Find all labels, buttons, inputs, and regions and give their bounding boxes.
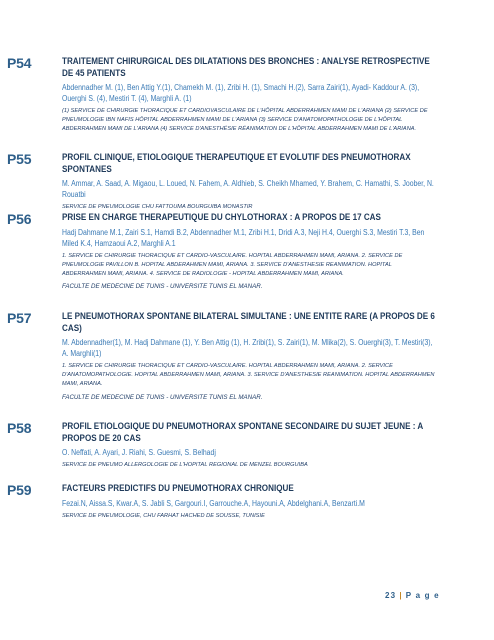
abstract-p58: [7, 420, 436, 473]
abstract-affiliations: (1) SERVICE DE CHIRURGIE THORACIQUE ET CARDIOVASCULAIRE DE L'HÔPITAL ABDERRAHMEN MAMI DE L'ARIANA (2) SERVICE DE PNEUMOLOGIE IBN NAFIS HÔPITAL ABDERRAHMEN MAMI DE L'ARIANA (3) SERVICE D'ANATOMOPATHOLOGIE DE L'HÔPITAL ABDERRAHMEN MAMI DE L'ARIANA (4) SERVICE D'ANESTHÉSIE RÉANIMATION DE L'HÔPITAL ABDERRAHMEN MAMI DE L'ARIANA.: [62, 108, 428, 133]
abstract-p57: [7, 310, 436, 402]
page-label: P a g e: [405, 591, 440, 600]
abstract-p56: [7, 211, 436, 291]
abstract-authors: M. Ammar, A. Saad, A. Migaou, L. Loued, N. Fahem, A. Aldhieb, S. Cheikh Mhamed, Y. Brahem, C. Hamathi, S. Joober, N. Rouatbi: [62, 179, 434, 199]
abstract-p54: [7, 55, 436, 138]
abstract-title: FACTEURS PREDICTIFS DU PNEUMOTHORAX CHRONIQUE: [62, 483, 294, 493]
abstract-title: PROFIL CLINIQUE, ETIOLOGIQUE THERAPEUTIQUE ET EVOLUTIF DES PNEUMOTHORAX SPONTANES: [62, 152, 411, 174]
abstract-p55: [7, 151, 436, 215]
abstract-affiliations: 1. SERVICE DE CHIRURGIE THORACIQUE ET CARDIO-VASCULAIRE. HOPITAL ABDERRAHMEN MAMI, ARIANA. 2. SERVICE DE PNEUMOLOGIE PAVILLON B. HOPITAL ABDERAHMEN MAMI, ARIANA. 3. SERVICE D'ANESTHESIE REANIMATION. HOPITAL ABDERRAHMEN MAMI, ARIANA. 4. SERVICE DE RADIOLOGIE - HOPITAL ABDERRAHMEN MAMI, ARIANA.: [62, 252, 403, 277]
abstract-affiliations: SERVICE DE PNEUMO ALLERGOLOGIE DE L'HOPITAL REGIONAL DE MENZEL BOURGUIBA: [62, 462, 308, 468]
abstract-authors: Hadj Dahmane M.1, Zairi S.1, Hamdi B.2, Abdennadher M.1, Zribi H.1, Dridi A.3, Neji H.4, Ouerghi S.3, Mestiri T.3, Ben Miled K.4, Hamzaoui A.2, Marghli A.1: [62, 227, 425, 248]
abstract-affiliations: SERVICE DE PNEUMOLOGIE CHU FATTOUMA BOURGUIBA MONASTIR: [62, 204, 253, 210]
abstract-authors: O. Neffati, A. Ayari, J. Riahi, S. Guesmi, S. Belhadj: [62, 448, 216, 457]
abstract-number: P55: [7, 151, 32, 167]
abstract-title: PROFIL ETIOLOGIQUE DU PNEUMOTHORAX SPONTANE SECONDAIRE DU SUJET JEUNE : A PROPOS DE 20 CAS: [62, 421, 423, 443]
abstract-affiliations: SERVICE DE PNEUMOLOGIE, CHU FARHAT HACHED DE SOUSSE, TUNISIE: [62, 512, 265, 519]
abstract-title: PRISE EN CHARGE THERAPEUTIQUE DU CHYLOTHORAX : A PROPOS DE 17 CAS: [62, 212, 381, 222]
abstract-title: LE PNEUMOTHORAX SPONTANE BILATERAL SIMULTANE : UNE ENTITE RARE (A PROPOS DE 6 CAS): [62, 311, 435, 333]
abstract-faculty: FACULTE DE MEDECINE DE TUNIS - UNIVERSITE TUNIS EL MANAR.: [62, 283, 263, 291]
abstract-number: P59: [7, 482, 32, 498]
abstract-faculty: FACULTE DE MEDECINE DE TUNIS - UNIVERSITE TUNIS EL MANAR.: [62, 393, 263, 401]
page-number: 23: [385, 591, 397, 600]
page-footer: [385, 591, 440, 600]
abstract-number: P58: [7, 420, 32, 436]
abstract-number: P56: [7, 211, 32, 227]
abstract-title: TRAITEMENT CHIRURGICAL DES DILATATIONS DES BRONCHES : ANALYSE RETROSPECTIVE DE 45 PATIENTS: [62, 56, 430, 78]
abstract-number: P57: [7, 310, 32, 326]
abstract-p59: [7, 482, 436, 524]
abstract-number: P54: [7, 55, 32, 71]
abstract-affiliations: 1. SERVICE DE CHIRURGIE THORACIQUE ET CARDIO-VASCULAIRE. HOPITAL ABDERRAHMEN MAMI, ARIANA. 2. SERVICE D'ANATOMOPATHOLOGIE. HOPITAL ABDERRAHMEN MAMI, ARIANA. 3. SERVICE D'ANESTHESIE REANIMATION. HOPITAL ABDERRAHMEN MAMI, ARIANA.: [62, 363, 435, 388]
abstract-authors: M. Abdennadher(1), M. Hadj Dahmane (1), Y. Ben Attig (1), H. Zribi(1), S. Zairi(1), M. Mlika(2), S. Ouerghi(3), T. Mestiri(3), A. Marghli(1): [62, 338, 433, 358]
abstract-authors: Abdennadher M. (1), Ben Attig Y.(1), Chamekh M. (1), Zribi H. (1), Smachi H.(2), Sarra Zairi(1), Ayadi- Kaddour A. (3), Ouerghi S. (4), Mestiri T. (4), Marghli A. (1): [62, 83, 420, 103]
abstract-authors: Fezai.N, Aissa.S, Kwar.A, S. Jabli S, Gargouri.I, Garrouche.A, Hayouni.A, Abdelghani.A, Benzarti.M: [62, 498, 365, 508]
page-separator: |: [399, 591, 403, 600]
